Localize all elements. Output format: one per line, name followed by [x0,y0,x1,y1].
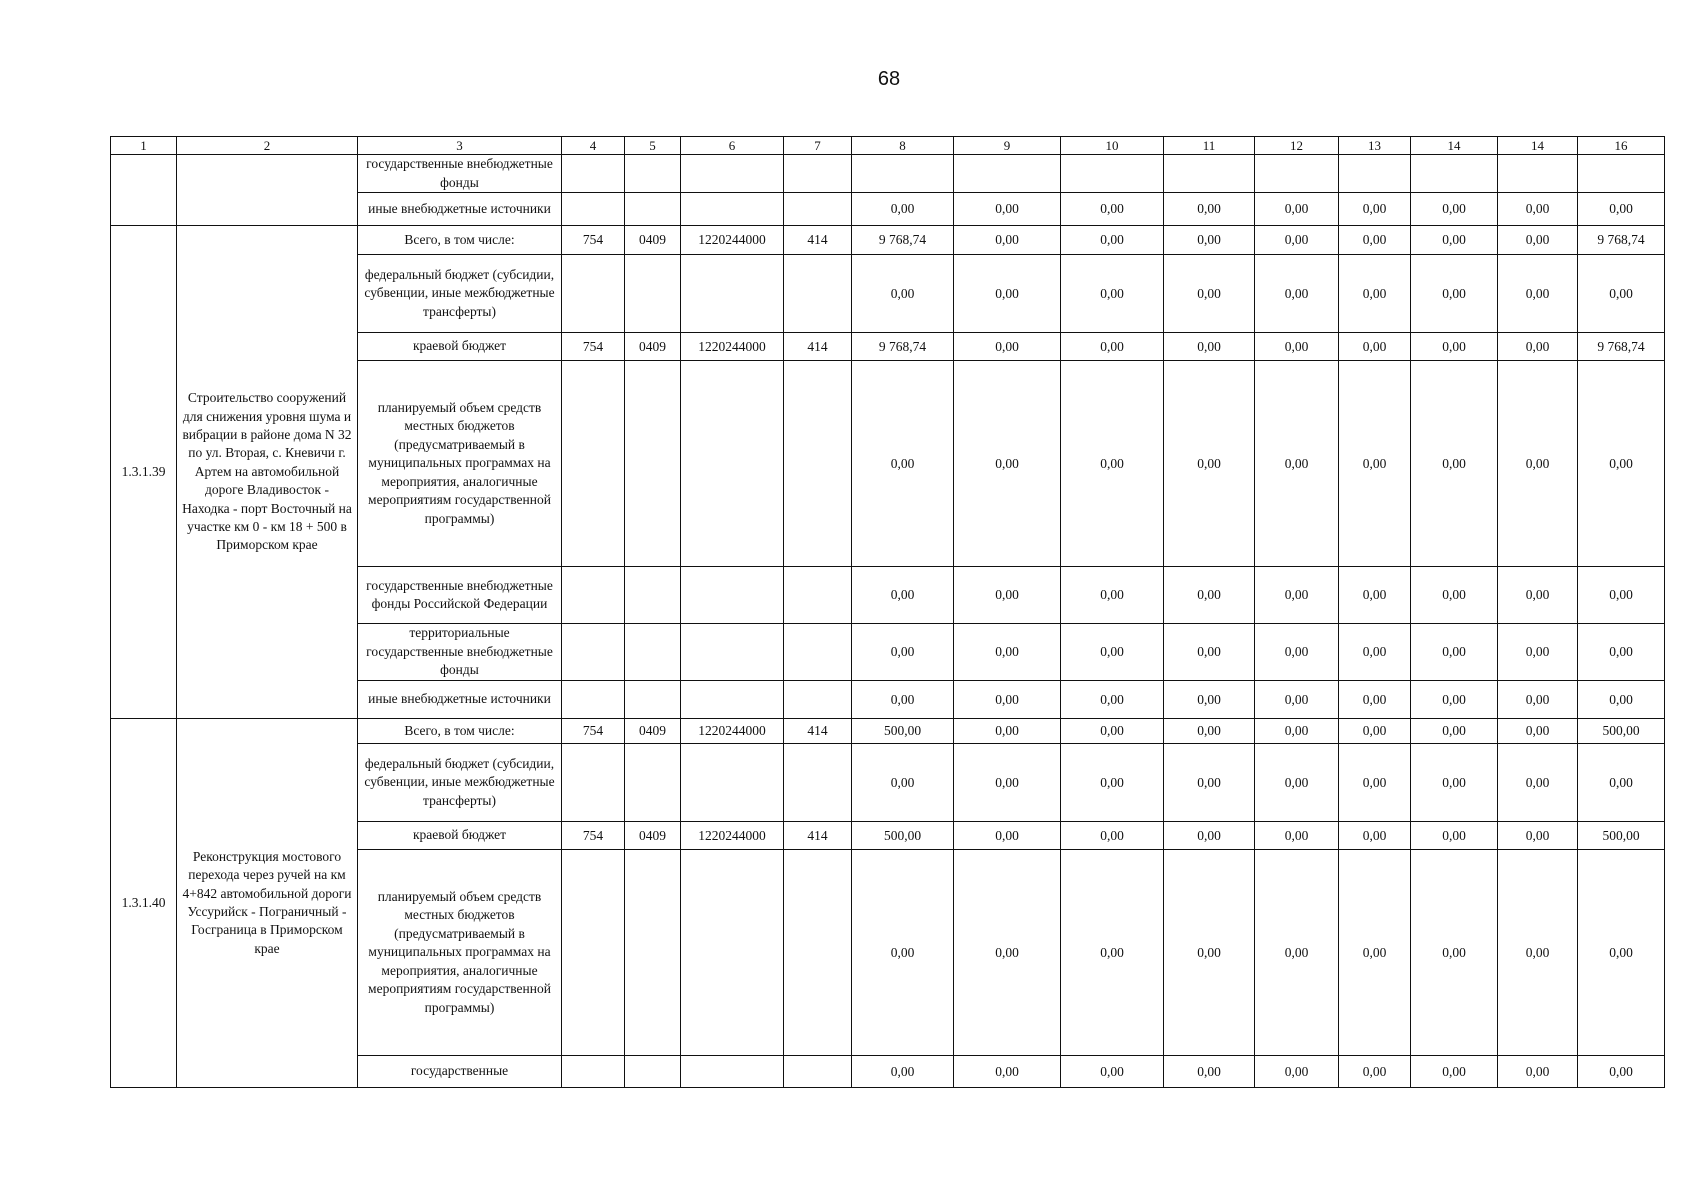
amount-cell: 0,00 [1339,226,1411,255]
amount-cell: 0,00 [1061,193,1164,226]
amount-cell: 0,00 [1164,361,1255,567]
budget-code-cell [681,1056,784,1088]
budget-code-cell [784,155,852,193]
amount-cell: 0,00 [954,226,1061,255]
amount-cell: 0,00 [1411,624,1498,681]
amount-cell: 0,00 [1061,822,1164,850]
item-number-cell [111,155,177,226]
budget-code-cell: 754 [562,719,625,744]
amount-cell: 0,00 [1498,193,1578,226]
budget-code-cell [784,850,852,1056]
header-row [111,137,1665,155]
column-header: 16 [1578,137,1665,155]
budget-code-cell [681,681,784,719]
amount-cell: 0,00 [1061,567,1164,624]
amount-cell: 0,00 [1339,822,1411,850]
budget-code-cell: 1220244000 [681,226,784,255]
amount-cell: 0,00 [954,1056,1061,1088]
budget-code-cell: 1220244000 [681,333,784,361]
column-header: 14 [1498,137,1578,155]
amount-cell: 0,00 [1498,333,1578,361]
amount-cell: 0,00 [954,822,1061,850]
amount-cell: 0,00 [1255,719,1339,744]
amount-cell: 0,00 [1164,255,1255,333]
amount-cell: 0,00 [852,255,954,333]
amount-cell: 0,00 [1411,255,1498,333]
amount-cell: 0,00 [1498,719,1578,744]
amount-cell: 0,00 [852,1056,954,1088]
budget-code-cell: 1220244000 [681,822,784,850]
amount-cell: 0,00 [1498,822,1578,850]
amount-cell: 0,00 [1339,1056,1411,1088]
budget-code-cell: 754 [562,333,625,361]
amount-cell [1255,155,1339,193]
budget-code-cell: 754 [562,822,625,850]
amount-cell: 0,00 [1578,567,1665,624]
amount-cell: 0,00 [1061,1056,1164,1088]
budget-code-cell: 754 [562,226,625,255]
amount-cell: 0,00 [954,850,1061,1056]
amount-cell: 0,00 [1255,567,1339,624]
budget-code-cell [681,624,784,681]
amount-cell: 0,00 [1578,193,1665,226]
budget-code-cell: 0409 [625,822,681,850]
budget-code-cell: 0409 [625,719,681,744]
column-header: 12 [1255,137,1339,155]
amount-cell [1578,155,1665,193]
budget-code-cell [625,1056,681,1088]
budget-code-cell [625,624,681,681]
funding-source-cell: Всего, в том числе: [358,226,562,255]
amount-cell [954,155,1061,193]
amount-cell: 0,00 [1339,624,1411,681]
budget-code-cell [562,155,625,193]
budget-code-cell [681,255,784,333]
amount-cell: 0,00 [1498,850,1578,1056]
budget-code-cell [562,255,625,333]
budget-code-cell [681,744,784,822]
column-header: 9 [954,137,1061,155]
amount-cell: 0,00 [1411,361,1498,567]
budget-code-cell [562,567,625,624]
amount-cell: 0,00 [954,624,1061,681]
amount-cell: 0,00 [1164,624,1255,681]
budget-code-cell [784,624,852,681]
amount-cell [1164,155,1255,193]
amount-cell: 0,00 [1411,681,1498,719]
amount-cell: 0,00 [1164,822,1255,850]
amount-cell: 0,00 [1164,193,1255,226]
budget-code-cell [784,193,852,226]
table-row [111,719,1665,744]
amount-cell: 500,00 [1578,719,1665,744]
amount-cell: 0,00 [954,567,1061,624]
amount-cell: 0,00 [1339,850,1411,1056]
budget-code-cell [625,681,681,719]
funding-source-cell: государственные [358,1056,562,1088]
amount-cell [1339,155,1411,193]
budget-code-cell: 414 [784,822,852,850]
amount-cell: 0,00 [1164,567,1255,624]
amount-cell: 0,00 [1339,744,1411,822]
amount-cell: 0,00 [1498,255,1578,333]
amount-cell: 0,00 [1164,681,1255,719]
amount-cell: 0,00 [1411,822,1498,850]
amount-cell: 0,00 [1498,624,1578,681]
amount-cell: 0,00 [1578,1056,1665,1088]
budget-code-cell: 1220244000 [681,719,784,744]
amount-cell: 0,00 [1255,226,1339,255]
amount-cell: 0,00 [1061,255,1164,333]
amount-cell: 0,00 [1339,255,1411,333]
budget-code-cell [784,681,852,719]
amount-cell: 0,00 [1061,333,1164,361]
column-header: 6 [681,137,784,155]
budget-code-cell [625,155,681,193]
amount-cell: 9 768,74 [852,333,954,361]
amount-cell: 0,00 [1411,1056,1498,1088]
amount-cell: 0,00 [1061,361,1164,567]
funding-source-cell: государственные внебюджетные фонды Российской Федерации [358,567,562,624]
budget-code-cell [562,1056,625,1088]
amount-cell: 0,00 [1061,850,1164,1056]
budget-code-cell [625,850,681,1056]
budget-code-cell [681,567,784,624]
amount-cell: 0,00 [1339,567,1411,624]
amount-cell: 0,00 [1498,744,1578,822]
amount-cell: 0,00 [852,681,954,719]
amount-cell: 0,00 [954,744,1061,822]
funding-source-cell: планируемый объем средств местных бюджетов (предусматриваемый в муниципальных программах на мероприятия, аналогичные мероприятиям государственной программы) [358,850,562,1056]
funding-source-cell: государственные внебюджетные фонды [358,155,562,193]
amount-cell: 0,00 [1255,744,1339,822]
budget-code-cell [625,567,681,624]
budget-code-cell [625,744,681,822]
amount-cell: 0,00 [1255,193,1339,226]
amount-cell: 0,00 [1164,744,1255,822]
table-row [111,226,1665,255]
amount-cell: 0,00 [954,719,1061,744]
table-row [111,155,1665,193]
funding-source-cell: планируемый объем средств местных бюджетов (предусматриваемый в муниципальных программах на мероприятия, аналогичные мероприятиям государственной программы) [358,361,562,567]
amount-cell: 0,00 [852,624,954,681]
amount-cell: 0,00 [1498,567,1578,624]
budget-code-cell [625,255,681,333]
amount-cell: 0,00 [1411,567,1498,624]
amount-cell [1061,155,1164,193]
budget-code-cell [562,681,625,719]
amount-cell: 0,00 [954,681,1061,719]
amount-cell: 0,00 [1578,744,1665,822]
amount-cell [852,155,954,193]
amount-cell: 0,00 [1255,822,1339,850]
amount-cell: 0,00 [1339,333,1411,361]
amount-cell: 0,00 [852,567,954,624]
funding-source-cell: федеральный бюджет (субсидии, субвенции, иные межбюджетные трансферты) [358,744,562,822]
amount-cell: 0,00 [1164,333,1255,361]
amount-cell: 0,00 [1411,193,1498,226]
funding-source-cell: краевой бюджет [358,822,562,850]
funding-source-cell: Всего, в том числе: [358,719,562,744]
budget-code-cell [562,193,625,226]
funding-source-cell: иные внебюджетные источники [358,193,562,226]
budget-code-cell [681,361,784,567]
amount-cell: 0,00 [1061,719,1164,744]
column-header: 14 [1411,137,1498,155]
amount-cell: 0,00 [1339,681,1411,719]
amount-cell: 0,00 [1164,719,1255,744]
budget-code-cell: 414 [784,719,852,744]
amount-cell: 0,00 [1498,681,1578,719]
amount-cell: 0,00 [1411,719,1498,744]
budget-code-cell [562,361,625,567]
funding-source-cell: иные внебюджетные источники [358,681,562,719]
amount-cell: 0,00 [1339,193,1411,226]
amount-cell: 0,00 [1255,624,1339,681]
budget-code-cell [562,624,625,681]
budget-code-cell [681,155,784,193]
item-name-cell: Строительство сооружений для снижения уровня шума и вибрации в районе дома N 32 по ул. Вторая, с. Кневичи г. Артем на автомобильной дороге Владивосток - Находка - порт Восточный на участке км 0 - км 18 + 500 в Приморском крае [177,226,358,719]
item-name-cell [177,155,358,226]
budget-code-cell: 414 [784,333,852,361]
amount-cell: 0,00 [1061,744,1164,822]
amount-cell: 0,00 [852,361,954,567]
column-header: 11 [1164,137,1255,155]
amount-cell: 9 768,74 [1578,333,1665,361]
item-number-cell: 1.3.1.39 [111,226,177,719]
amount-cell: 0,00 [852,744,954,822]
column-header: 1 [111,137,177,155]
item-number-cell: 1.3.1.40 [111,719,177,1088]
amount-cell: 0,00 [954,255,1061,333]
amount-cell: 0,00 [1411,744,1498,822]
amount-cell: 0,00 [1164,226,1255,255]
amount-cell: 0,00 [1498,361,1578,567]
budget-code-cell [562,850,625,1056]
budget-code-cell [625,361,681,567]
amount-cell: 0,00 [1339,719,1411,744]
column-header: 3 [358,137,562,155]
amount-cell: 500,00 [852,719,954,744]
amount-cell: 0,00 [1061,226,1164,255]
table-body [111,155,1665,1088]
amount-cell: 500,00 [1578,822,1665,850]
budget-code-cell: 0409 [625,226,681,255]
amount-cell: 0,00 [1339,361,1411,567]
amount-cell: 9 768,74 [1578,226,1665,255]
amount-cell [1411,155,1498,193]
budget-code-cell [562,744,625,822]
amount-cell: 500,00 [852,822,954,850]
funding-source-cell: краевой бюджет [358,333,562,361]
funding-source-cell: территориальные государственные внебюджетные фонды [358,624,562,681]
amount-cell: 0,00 [852,850,954,1056]
amount-cell: 0,00 [954,333,1061,361]
amount-cell: 0,00 [1498,226,1578,255]
budget-code-cell [784,255,852,333]
budget-code-cell [784,1056,852,1088]
amount-cell: 0,00 [1255,255,1339,333]
budget-code-cell [784,361,852,567]
budget-code-cell [625,193,681,226]
column-header: 13 [1339,137,1411,155]
amount-cell: 0,00 [1255,333,1339,361]
amount-cell: 0,00 [1255,1056,1339,1088]
amount-cell: 0,00 [954,361,1061,567]
amount-cell: 0,00 [1578,681,1665,719]
amount-cell: 0,00 [1164,1056,1255,1088]
amount-cell: 0,00 [1255,361,1339,567]
amount-cell: 0,00 [1578,850,1665,1056]
funding-source-cell: федеральный бюджет (субсидии, субвенции, иные межбюджетные трансферты) [358,255,562,333]
amount-cell: 9 768,74 [852,226,954,255]
item-name-cell: Реконструкция мостового перехода через ручей на км 4+842 автомобильной дороги Уссурийск - Пограничный - Госграница в Приморском крае [177,719,358,1088]
amount-cell: 0,00 [1411,850,1498,1056]
column-header: 2 [177,137,358,155]
column-header: 8 [852,137,954,155]
amount-cell: 0,00 [1578,624,1665,681]
amount-cell [1498,155,1578,193]
budget-code-cell [681,193,784,226]
budget-code-cell [681,850,784,1056]
column-header: 5 [625,137,681,155]
amount-cell: 0,00 [1498,1056,1578,1088]
budget-code-cell [784,567,852,624]
amount-cell: 0,00 [1255,681,1339,719]
amount-cell: 0,00 [1164,850,1255,1056]
budget-table [110,136,1665,1088]
amount-cell: 0,00 [1061,681,1164,719]
page-number: 68 [877,68,901,90]
budget-code-cell: 0409 [625,333,681,361]
amount-cell: 0,00 [1411,226,1498,255]
amount-cell: 0,00 [954,193,1061,226]
column-header: 10 [1061,137,1164,155]
amount-cell: 0,00 [1578,361,1665,567]
amount-cell: 0,00 [1061,624,1164,681]
amount-cell: 0,00 [1578,255,1665,333]
column-header: 7 [784,137,852,155]
amount-cell: 0,00 [1255,850,1339,1056]
budget-code-cell [784,744,852,822]
amount-cell: 0,00 [1411,333,1498,361]
budget-code-cell: 414 [784,226,852,255]
amount-cell: 0,00 [852,193,954,226]
column-header: 4 [562,137,625,155]
